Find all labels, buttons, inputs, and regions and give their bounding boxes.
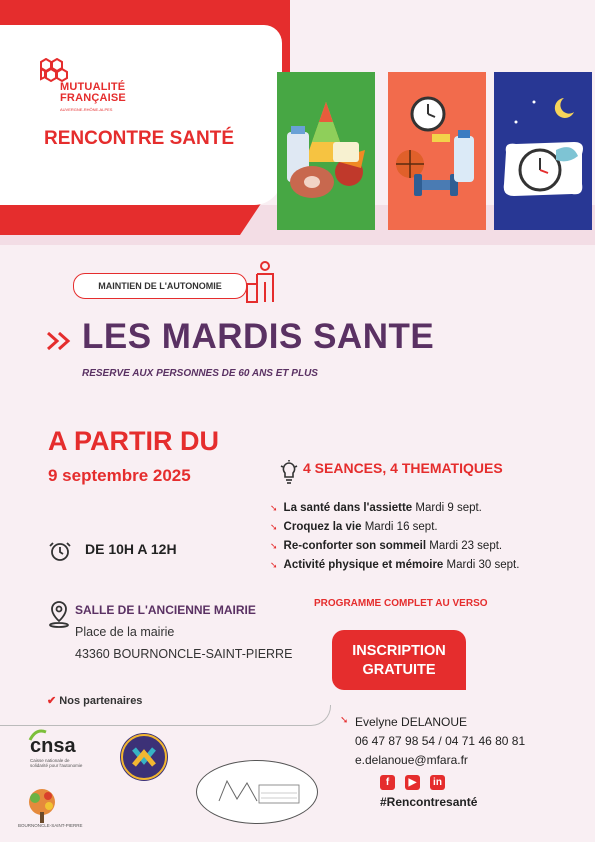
- venue-name: SALLE DE L'ANCIENNE MAIRIE: [75, 603, 256, 617]
- cnsa-subtitle: Caisse nationale de solidarité pour l'autonomie: [30, 758, 83, 768]
- logo-subtitle: AUVERGNE-RHÔNE-ALPES: [60, 107, 113, 112]
- arrow-icon: ➘: [270, 541, 278, 551]
- arrow-icon: ➘: [270, 560, 278, 570]
- registration-badge: INSCRIPTION GRATUITE: [332, 630, 466, 690]
- partners-divider: [0, 705, 331, 726]
- commune-stamp-logo: [196, 760, 318, 824]
- start-label: A PARTIR DU: [48, 426, 219, 456]
- program-heading: 4 SEANCES, 4 THEMATIQUES: [303, 460, 503, 476]
- commune-name: BOURNONCLE-SAINT-PIERRE: [18, 823, 83, 828]
- list-item: ➘ Activité physique et mémoire Mardi 30 sept.: [270, 559, 520, 571]
- event-name: RENCONTRE SANTÉ: [44, 128, 235, 149]
- arrow-icon: ➘: [270, 522, 278, 532]
- youtube-icon[interactable]: ▶: [405, 775, 420, 790]
- main-title: LES MARDIS SANTE: [82, 317, 435, 356]
- list-item: ➘ Croquez la vie Mardi 16 sept.: [270, 521, 438, 533]
- list-item: ➘ La santé dans l'assiette Mardi 9 sept.: [270, 502, 482, 514]
- session-list: [270, 499, 519, 575]
- logo-wordmark: MUTUALITÉ FRANÇAISE: [60, 81, 126, 104]
- arrow-icon: ➘: [340, 715, 349, 726]
- cnsa-logo: cnsa: [30, 735, 76, 757]
- nutrition-illustration: [277, 72, 375, 230]
- contact-email[interactable]: e.delanoue@mfara.fr: [355, 753, 468, 767]
- contact-phones: 06 47 87 98 54 / 04 71 46 80 81: [355, 734, 526, 748]
- hashtag: #Rencontresanté: [380, 795, 478, 809]
- activity-illustration: [388, 72, 486, 230]
- header-white-panel: [0, 25, 282, 205]
- facebook-icon[interactable]: f: [380, 775, 395, 790]
- linkedin-icon[interactable]: in: [430, 775, 445, 790]
- chevron-down-icon: ✔: [47, 695, 57, 707]
- list-item: ➘ Re-conforter son sommeil Mardi 23 sept.: [270, 540, 503, 552]
- time-range: DE 10H A 12H: [85, 541, 177, 557]
- location-pin-icon: [48, 600, 70, 628]
- venue-city: 43360 BOURNONCLE-SAINT-PIERRE: [75, 647, 293, 661]
- chevron-right-icon: [45, 330, 73, 352]
- sleep-illustration: [494, 72, 592, 230]
- program-note: PROGRAMME COMPLET AU VERSO: [314, 598, 488, 609]
- start-date: 9 septembre 2025: [48, 466, 191, 485]
- arrow-icon: ➘: [270, 503, 278, 513]
- partners-heading: ✔ Nos partenaires: [47, 695, 143, 707]
- audience-subtitle: RESERVE AUX PERSONNES DE 60 ANS ET PLUS: [82, 368, 318, 379]
- clock-icon: [48, 539, 72, 563]
- autonomy-icon: [243, 260, 279, 308]
- contact-name: Evelyne DELANOUE: [355, 715, 468, 729]
- lightbulb-icon: [280, 460, 298, 486]
- category-badge: MAINTIEN DE L'AUTONOMIE: [73, 273, 247, 299]
- contact-block: [355, 713, 525, 770]
- venue-address: Place de la mairie: [75, 625, 175, 639]
- tree-logo-icon: [25, 788, 59, 824]
- partner-badge-logo: [120, 733, 168, 781]
